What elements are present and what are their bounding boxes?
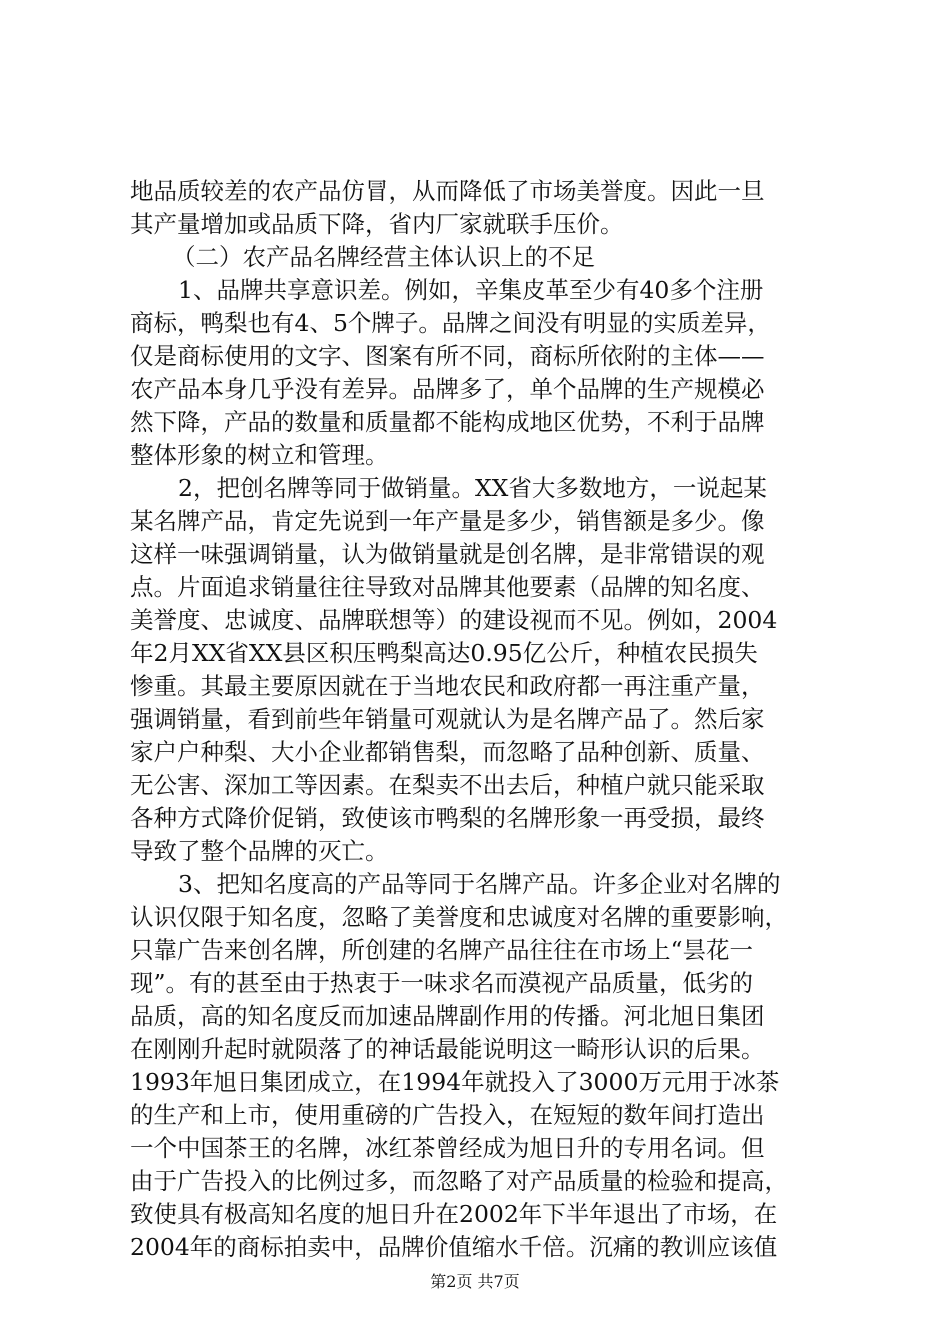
text-line: 导致了整个品牌的灭亡。 — [130, 837, 389, 865]
text-line: 现”。有的甚至由于热衷于一味求名而漠视产品质量，低劣的 — [130, 969, 754, 997]
page-footer: 第2页 共7页 — [430, 1272, 520, 1291]
text-line: 认识仅限于知名度，忽略了美誉度和忠诚度对名牌的重要影响， — [130, 903, 788, 931]
text-line: 2，把创名牌等同于做销量。XX省大多数地方，一说起某 — [178, 474, 767, 502]
text-line: 农产品本身几乎没有差异。品牌多了，单个品牌的生产规模必 — [130, 375, 765, 403]
text-line: 地品质较差的农产品仿冒，从而降低了市场美誉度。因此一旦 — [130, 177, 765, 205]
text-line: 这样一味强调销量，认为做销量就是创名牌，是非常错误的观 — [130, 540, 765, 568]
text-line: 致使具有极高知名度的旭日升在2002年下半年退出了市场，在 — [130, 1200, 778, 1228]
text-line: 美誉度、忠诚度、品牌联想等）的建设视而不见。例如，2004 — [130, 606, 778, 634]
text-line: 然下降，产品的数量和质量都不能构成地区优势，不利于品牌 — [130, 408, 765, 436]
text-line: 年2月XX省XX县区积压鸭梨高达0.95亿公斤，种植农民损失 — [130, 639, 758, 667]
text-line: 仅是商标使用的文字、图案有所不同，商标所依附的主体—— — [130, 342, 765, 370]
text-line: 在刚刚升起时就陨落了的神话最能说明这一畸形认识的后果。 — [130, 1035, 765, 1063]
text-line: 某名牌产品，肯定先说到一年产量是多少，销售额是多少。像 — [130, 507, 765, 535]
text-line: 由于广告投入的比例过多，而忽略了对产品质量的检验和提高， — [130, 1167, 788, 1195]
text-line: 整体形象的树立和管理。 — [130, 441, 389, 469]
text-line: 家户户种梨、大小企业都销售梨，而忽略了品种创新、质量、 — [130, 738, 765, 766]
text-line: 无公害、深加工等因素。在梨卖不出去后，种植户就只能采取 — [130, 771, 765, 799]
text-line: 2004年的商标拍卖中，品牌价值缩水千倍。沉痛的教训应该值 — [130, 1233, 778, 1261]
text-line: 各种方式降价促销，致使该市鸭梨的名牌形象一再受损，最终 — [130, 804, 765, 832]
text-line: 1、品牌共享意识差。例如，辛集皮革至少有40多个注册 — [178, 276, 764, 304]
text-line: 其产量增加或品质下降，省内厂家就联手压价。 — [130, 210, 624, 238]
text-line: 只靠广告来创名牌，所创建的名牌产品往往在市场上“昙花一 — [130, 936, 754, 964]
text-line: 品质，高的知名度反而加速品牌副作用的传播。河北旭日集团 — [130, 1002, 765, 1030]
text-line: 商标，鸭梨也有4、5个牌子。品牌之间没有明显的实质差异， — [130, 309, 771, 337]
text-line: 3、把知名度高的产品等同于名牌产品。许多企业对名牌的 — [178, 870, 781, 898]
text-line: 1993年旭日集团成立，在1994年就投入了3000万元用于冰茶 — [130, 1068, 780, 1096]
text-line: 强调销量，看到前些年销量可观就认为是名牌产品了。然后家 — [130, 705, 765, 733]
text-line: 一个中国茶王的名牌，冰红茶曾经成为旭日升的专用名词。但 — [130, 1134, 765, 1162]
section-heading: （二）农产品名牌经营主体认识上的不足 — [172, 243, 595, 271]
text-line: 的生产和上市，使用重磅的广告投入，在短短的数年间打造出 — [130, 1101, 765, 1129]
text-line: 惨重。其最主要原因就在于当地农民和政府都一再注重产量， — [130, 672, 765, 700]
text-line: 点。片面追求销量往往导致对品牌其他要素（品牌的知名度、 — [130, 573, 765, 601]
